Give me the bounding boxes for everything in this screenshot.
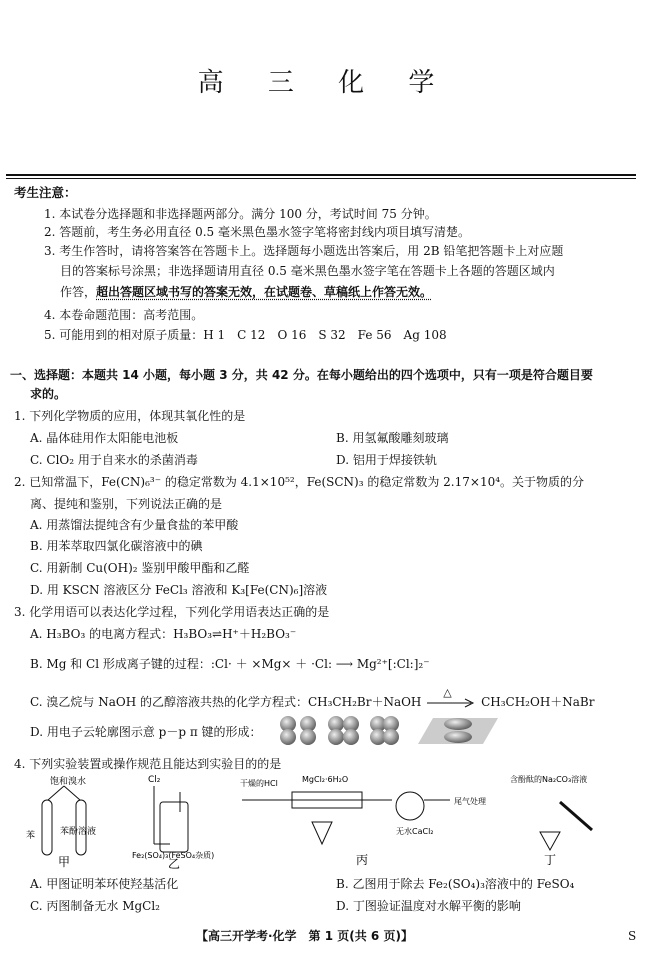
q2-stem-cont: 离、提纯和鉴别，下列说法正确的是: [30, 497, 223, 511]
q2-option-b: B. 用苯萃取四氯化碳溶液中的碘: [30, 539, 203, 553]
heat-condition: △: [443, 685, 452, 699]
q3-option-b-equation: :Cl· ＋ ×Mg× ＋ ·Cl: ⟶ Mg²⁺[:Cl:]₂⁻: [210, 657, 430, 671]
q1-option-a: A. 晶体硅用作太阳能电池板: [30, 431, 179, 445]
q3-stem: 3. 化学用语可以表达化学过程，下列化学用语表达正确的是: [14, 605, 330, 619]
orbital-stage-2: [328, 716, 359, 745]
q1-option-c: C. ClO₂ 用于自来水的杀菌消毒: [30, 453, 198, 467]
label-benzene: 苯: [26, 831, 36, 841]
notice-item-1: 1. 本试卷分选择题和非选择题两部分。满分 100 分，考试时间 75 分钟。: [44, 207, 437, 221]
label-dry-hcl: 干燥的HCl: [240, 779, 278, 788]
label-jia: 甲: [58, 855, 71, 869]
notice-item-3-end-plain: 作答，: [60, 285, 97, 299]
label-ding: 丁: [544, 853, 557, 867]
label-yi: 乙: [168, 857, 181, 871]
label-bing: 丙: [356, 853, 369, 867]
label-mgcl2: MgCl₂·6H₂O: [302, 775, 349, 784]
q2-option-d: D. 用 KSCN 溶液区分 FeCl₃ 溶液和 K₃[Fe(CN)₆]溶液: [30, 583, 328, 597]
notice-item-5: 5. 可能用到的相对原子质量：H 1 C 12 O 16 S 32 Fe 56 Ag 108: [44, 328, 447, 342]
figure-yi: [132, 775, 214, 871]
notice-item-4: 4. 本卷命题范围：高考范围。: [44, 308, 204, 322]
label-fe-solution: Fe₂(SO₄)₃(FeSO₄杂质): [132, 851, 215, 860]
notice-item-3-cont: 目的答案标号涂黑；非选择题请用直径 0.5 毫米黑色墨水签字笔在答题卡上各题的答题区域内: [60, 264, 555, 278]
q3-option-c-text: C. 溴乙烷与 NaOH 的乙醇溶液共热的化学方程式：CH₃CH₂Br＋NaOH: [30, 695, 422, 709]
q3-option-b: [30, 656, 430, 673]
notice-item-2: 2. 答题前，考生务必用直径 0.5 毫米黑色墨水签字笔将密封线内项目填写清楚。: [44, 225, 470, 239]
q1-option-d: D. 铝用于焊接铁轨: [336, 453, 437, 467]
q3-option-a: A. H₃BO₃ 的电离方程式：H₃BO₃⇌H⁺＋H₂BO₃⁻: [30, 627, 297, 641]
label-bromine-water: 饱和溴水: [50, 777, 87, 787]
q4-option-d: D. 丁图验证温度对水解平衡的影响: [336, 899, 521, 913]
q1-stem: 1. 下列化学物质的应用，体现其氧化性的是: [14, 409, 246, 423]
q4-option-c: C. 丙图制备无水 MgCl₂: [30, 899, 160, 913]
q3-option-c-product: CH₃CH₂OH＋NaBr: [481, 695, 595, 709]
q4-option-b: B. 乙图用于除去 Fe₂(SO₄)₃溶液中的 FeSO₄: [336, 877, 575, 891]
q4-option-a: A. 甲图证明苯环使羟基活化: [30, 877, 179, 891]
q4-apparatus-figure: [20, 772, 620, 872]
q2-option-c: C. 用新制 Cu(OH)₂ 鉴别甲酸甲酯和乙醛: [30, 561, 250, 575]
q2-stem: 2. 已知常温下，Fe(CN)₆³⁻ 的稳定常数为 4.1×10⁵²，Fe(SCN)₃ 的稳定常数为 2.17×10⁴。关于物质的分: [14, 475, 585, 489]
pi-bond-orbital-diagram: [278, 714, 503, 746]
top-rule: [6, 174, 636, 176]
reaction-arrow: [425, 685, 477, 710]
footer-mark: S: [628, 929, 637, 943]
label-cl2: Cl₂: [148, 775, 161, 785]
label-na2co3: 含酚酞的Na₂CO₃溶液: [510, 775, 588, 784]
q3-option-d: D. 用电子云轮廓图示意 p－p π 键的形成：: [30, 725, 262, 739]
q2-option-a: A. 用蒸馏法提纯含有少量食盐的苯甲酸: [30, 518, 239, 532]
q4-stem: 4. 下列实验装置或操作规范且能达到实验目的的是: [14, 757, 282, 771]
label-phenol: 苯酚溶液: [60, 827, 97, 837]
notice-item-3: 3. 考生作答时，请将答案答在答题卡上。选择题每小题选出答案后，用 2B 铅笔把答题卡上对应题: [44, 244, 564, 258]
footer-page-info: 【高三开学考·化学 第 1 页(共 6 页)】: [196, 929, 413, 943]
q3-option-b-text: B. Mg 和 Cl 形成离子键的过程：: [30, 657, 211, 671]
figure-ding: [510, 774, 592, 867]
notice-item-3-end: [60, 284, 432, 301]
top-rule-thin: [6, 178, 636, 179]
section1-heading: 一、选择题：本题共 14 小题，每小题 3 分，共 42 分。在每小题给出的四个选项中，只有一项是符合题目要: [10, 368, 593, 382]
label-tail-gas: 尾气处理: [454, 797, 486, 806]
q1-option-b: B. 用氢氟酸雕刻玻璃: [336, 431, 449, 445]
notice-heading: 考生注意：: [14, 185, 77, 200]
notice-emphasis: 超出答题区域书写的答案无效，在试题卷、草稿纸上作答无效。: [96, 285, 433, 299]
q3-option-c: [30, 685, 595, 711]
arrow-icon: [425, 696, 477, 710]
page-title: 高 三 化 学: [197, 68, 453, 98]
label-cacl2: 无水CaCl₂: [396, 827, 434, 836]
orbital-stage-4: [418, 718, 498, 744]
figure-bing: [240, 775, 486, 867]
section1-heading-cont: 求的。: [30, 387, 67, 401]
figure-jia: [26, 775, 96, 869]
orbital-stage-3: [370, 716, 399, 745]
orbital-stage-1: [280, 716, 316, 745]
